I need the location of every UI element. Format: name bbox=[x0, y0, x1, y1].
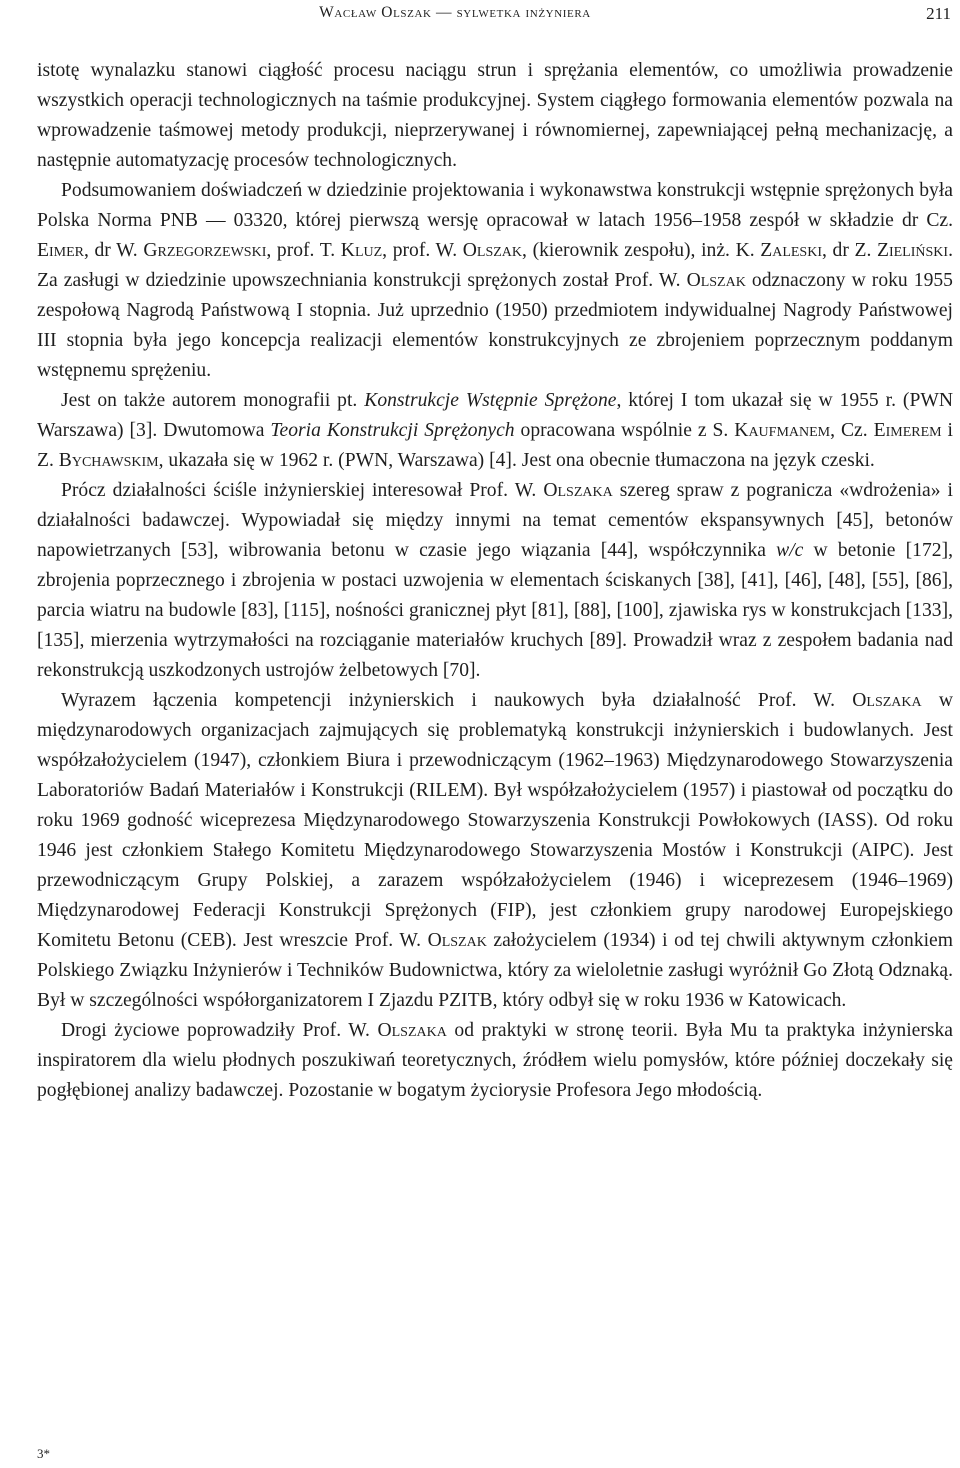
person-name: Olszak bbox=[427, 930, 487, 951]
italic-text: Konstrukcje Wstępnie Sprężone bbox=[364, 390, 617, 411]
person-name: Bychawskim bbox=[58, 450, 159, 471]
text-run: Drogi życiowe poprowadziły Prof. W. bbox=[61, 1020, 378, 1041]
text-run: , ukazała się w 1962 r. (PWN, Warszawa) [4]. Jest ona obecnie tłumaczona na język czeski. bbox=[158, 450, 875, 471]
text-run: założycielem (1934) i od tej chwili aktywnym członkiem Polskiego Związku Inżynierów i Techników Budownictwa, który za wieloletnie zasługi wyróżnił Go Złotą Odznaką. Był w szczególności współorganizatorem I Zjazdu PZITB, który odbył się w roku 1936 w Katowicach. bbox=[37, 930, 953, 1011]
text-run: i Z. bbox=[37, 420, 954, 471]
paragraph bbox=[37, 56, 953, 176]
page-header bbox=[37, 4, 953, 30]
person-name: Kluz bbox=[340, 240, 383, 261]
text-run: w międzynarodowych organizacjach zajmujących się problematyką konstrukcji inżynierskich i budowlanych. Jest współzałożycielem (1947), członkiem Biura i przewodniczącym (1962–1963) Międzynarodowego Stowarzyszenia Laboratoriów Badań Materiałów i Konstrukcji (RILEM). Był współzałożycielem (1957) i piastował od początku do roku 1969 godność wiceprezesa Międzynarodowego Stowarzyszenia Konstrukcji Powłokowych (IASS). Od roku 1946 jest członkiem Stałego Komitetu Międzynarodowego Stowarzyszenia Mostów i Konstrukcji (AIPC). Jest przewodniczącym Grupy Polskiej, a zarazem współzałożycielem (1946) i wiceprezesem (1946–1969) Międzynarodowej Federacji Konstrukcji Sprężonych (FIP), jest członkiem grupy narodowej Europejskiego Komitetu Betonu (CEB). Jest wreszcie Prof. W. bbox=[37, 690, 953, 951]
paragraph bbox=[37, 386, 953, 476]
person-name: Grzegorzewski bbox=[143, 240, 267, 261]
text-run: Podsumowaniem doświadczeń w dziedzinie projektowania i wykonawstwa konstrukcji wstępnie sprężonych była Polska Norma PNB — 03320, której pierwszą wersję opracował w latach 1956–1958 zespół w składzie dr Cz. bbox=[37, 180, 953, 231]
person-name: Kaufmanem bbox=[734, 420, 831, 441]
paragraph bbox=[37, 476, 953, 686]
person-name: Olszaka bbox=[852, 690, 922, 711]
text-run: . Za zasługi w dziedzinie upowszechniania konstrukcji sprężonych został Prof. W. bbox=[37, 240, 953, 291]
text-run: , dr W. bbox=[83, 240, 144, 261]
paragraph bbox=[37, 1016, 953, 1106]
person-name: Zaleski bbox=[760, 240, 822, 261]
running-head: Wacław Olszak — sylwetka inżyniera bbox=[319, 4, 591, 21]
text-run: , prof. T. bbox=[266, 240, 341, 261]
text-run: opracowana wspólnie z S. bbox=[514, 420, 735, 441]
text-run: od praktyki w stronę teorii. Była Mu ta praktyka inżynierska inspiratorem dla wielu płodnych poszukiwań teoretycznych, źródłem wielu pomysłów, które później doczekały się pogłębionej analizy badawczej. Pozostanie w bogatym życiorysie Profesora Jego młodością. bbox=[37, 1020, 953, 1101]
italic-text: w/c bbox=[776, 540, 804, 561]
person-name: Olszaka bbox=[377, 1020, 447, 1041]
italic-text: Teoria Konstrukcji Sprężonych bbox=[270, 420, 515, 441]
text-run: , której I tom ukazał się w 1955 r. (PWN Warszawa) [3]. Dwutomowa bbox=[37, 390, 953, 441]
text-run: Prócz działalności ściśle inżynierskiej interesował Prof. W. bbox=[61, 480, 544, 501]
person-name: Olszaka bbox=[543, 480, 613, 501]
text-run: Wyrazem łączenia kompetencji inżynierskich i naukowych była działalność Prof. W. bbox=[61, 690, 853, 711]
text-run: , (kierownik zespołu), inż. K. bbox=[522, 240, 761, 261]
text-run: , prof. W. bbox=[382, 240, 463, 261]
text-run: szereg spraw z pogranicza «wdrożenia» i działalności badawczej. Wypowiadał się między innymi na temat cementów ekspansywnych [45], betonów napowietrzanych [53], wibrowania betonu w czasie jego wiązania [44], współczynnika bbox=[37, 480, 953, 561]
document-page bbox=[37, 0, 953, 1468]
paragraph bbox=[37, 686, 953, 1016]
person-name: Zieliński bbox=[877, 240, 949, 261]
text-run: istotę wynalazku stanowi ciągłość procesu naciągu strun i sprężania elementów, co umożliwia prowadzenie wszystkich operacji technologicznych na taśmie produkcyjnej. System ciągłego formowania elementów pozwala na wprowadzenie taśmowej metody produkcji, nieprzerywanej i równomiernej, zapewniającej pełną mechanizację, a następnie automatyzację procesów technologicznych. bbox=[37, 60, 953, 171]
printer-signature-mark: 3* bbox=[37, 1446, 50, 1461]
paragraph bbox=[37, 176, 953, 386]
text-run: , Cz. bbox=[830, 420, 874, 441]
person-name: Eimerem bbox=[873, 420, 942, 441]
person-name: Olszak bbox=[462, 240, 523, 261]
text-run: , dr Z. bbox=[822, 240, 877, 261]
text-run: w betonie [172], zbrojenia poprzecznego i zbrojenia w postaci uzwojenia w elementach ściskanych [38], [41], [46], [48], [55], [86], parcia wiatru na budowle [83], [115], nośności granicznej płyt [81], [88], [100], zjawiska rys w konstrukcjach [133], [135], mierzenia wytrzymałości na rozciąganie materiałów kruchych [89]. Prowadził wraz z zespołem badania nad rekonstrukcją uszkodzonych ustrojów żelbetowych [70]. bbox=[37, 540, 953, 681]
text-run: Jest on także autorem monografii pt. bbox=[61, 390, 365, 411]
person-name: Eimer bbox=[37, 240, 84, 261]
text-run: odznaczony w roku 1955 zespołową Nagrodą Państwową I stopnia. Już uprzednio (1950) przedmiotem indywidualnej Nagrody Państwowej III stopnia była jego koncepcja realizacji elementów konstrukcyjnych ze zbrojeniem poprzecznym poddanym wstępnemu sprężeniu. bbox=[37, 270, 953, 381]
body-text bbox=[37, 56, 953, 1106]
page-number: 211 bbox=[926, 4, 951, 23]
person-name: Olszak bbox=[686, 270, 746, 291]
